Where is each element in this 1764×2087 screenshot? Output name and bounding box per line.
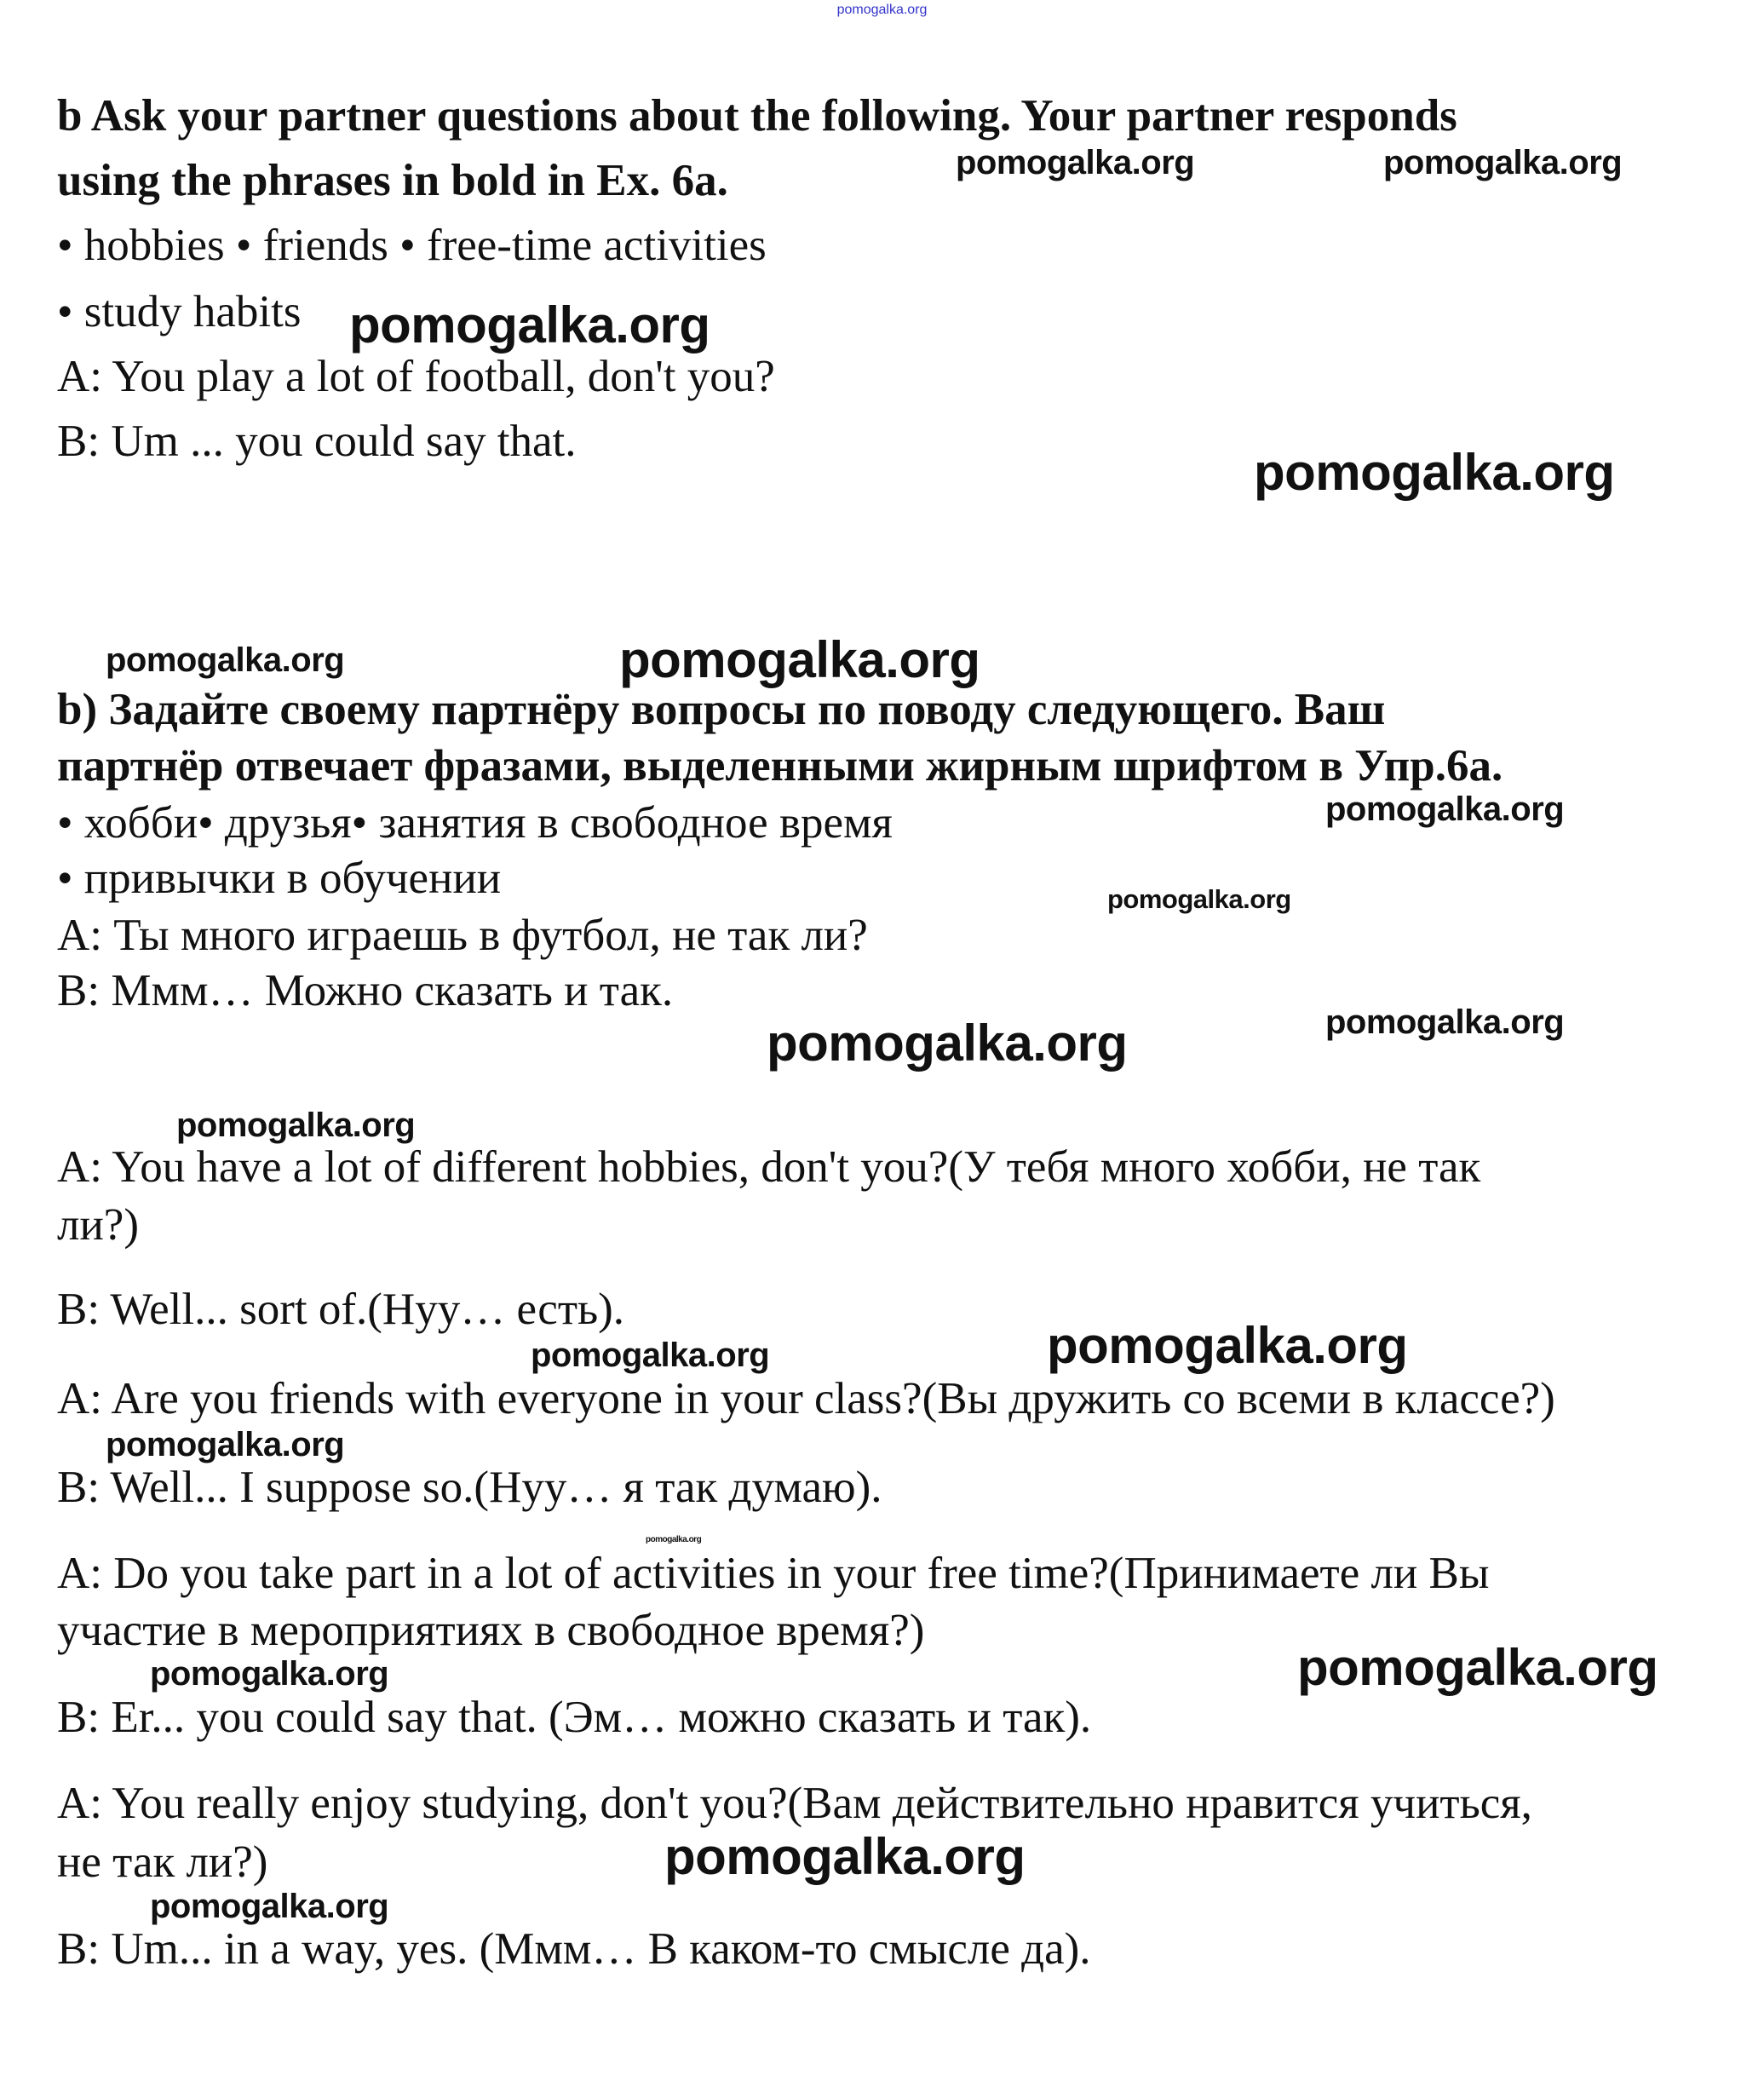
russian-instruction-line-2: партнёр отвечает фразами, выделенными жирным шрифтом в Упр.6а. [57,741,1503,791]
english-example-b: B: Um ... you could say that. [57,417,577,466]
english-instruction-line-1: b Ask your partner questions about the following. Your partner responds [57,91,1457,141]
answer-line: A: You really enjoy studying, don't you?(Вам действительно нравится учиться, [57,1779,1532,1828]
answer-line: A: You have a lot of different hobbies, don't you?(У тебя много хобби, не так [57,1142,1481,1192]
watermark: pomogalka.org [150,1888,389,1925]
watermark: pomogalka.org [1047,1317,1408,1374]
watermark: pomogalka.org [664,1828,1026,1885]
header-watermark: pomogalka.org [836,3,928,17]
watermark: pomogalka.org [531,1337,770,1374]
answer-line: B: Um... in a way, yes. (Ммм… В каком-то смысле да). [57,1924,1091,1974]
russian-bullets-line-1: • хобби• друзья• занятия в свободное время [57,798,893,848]
answer-line: B: Er... you could say that. (Эм… можно сказать и так). [57,1693,1092,1742]
english-instruction-line-2: using the phrases in bold in Ex. 6a. [57,156,728,205]
watermark: pomogalka.org [1107,884,1291,914]
watermark: pomogalka.org [106,641,345,679]
english-bullets-line-2: • study habits [57,287,302,336]
answer-line: участие в мероприятиях в свободное время?) [57,1606,925,1655]
watermark: pomogalka.org [1325,791,1565,828]
watermark: pomogalka.org [176,1107,416,1144]
watermark: pomogalka.org [349,296,710,354]
watermark: pomogalka.org [619,631,980,688]
watermark: pomogalka.org [646,1535,702,1544]
watermark: pomogalka.org [767,1015,1128,1072]
watermark: pomogalka.org [1254,444,1615,501]
answer-line: B: Well... sort of.(Нуу… есть). [57,1285,625,1334]
watermark: pomogalka.org [956,144,1195,181]
answer-line: A: Do you take part in a lot of activities in your free time?(Принимаете ли Вы [57,1549,1490,1598]
answer-line: B: Well... I suppose so.(Нуу… я так думаю). [57,1463,882,1512]
watermark: pomogalka.org [1297,1639,1658,1696]
russian-instruction-line-1: b) Задайте своему партнёру вопросы по поводу следующего. Ваш [57,685,1386,734]
russian-example-b: B: Ммм… Можно сказать и так. [57,966,674,1015]
russian-example-a: A: Ты много играешь в футбол, не так ли? [57,911,868,960]
answer-line: A: Are you friends with everyone in your class?(Вы дружить со всеми в классе?) [57,1374,1555,1423]
watermark: pomogalka.org [106,1426,345,1463]
watermark: pomogalka.org [1325,1003,1565,1041]
english-bullets-line-1: • hobbies • friends • free-time activities [57,221,767,270]
watermark: pomogalka.org [1383,144,1623,181]
answer-line: ли?) [57,1200,139,1250]
watermark: pomogalka.org [150,1655,389,1693]
english-example-a: A: You play a lot of football, don't you? [57,352,775,401]
answer-line: не так ли?) [57,1837,268,1887]
russian-bullets-line-2: • привычки в обучении [57,854,502,903]
